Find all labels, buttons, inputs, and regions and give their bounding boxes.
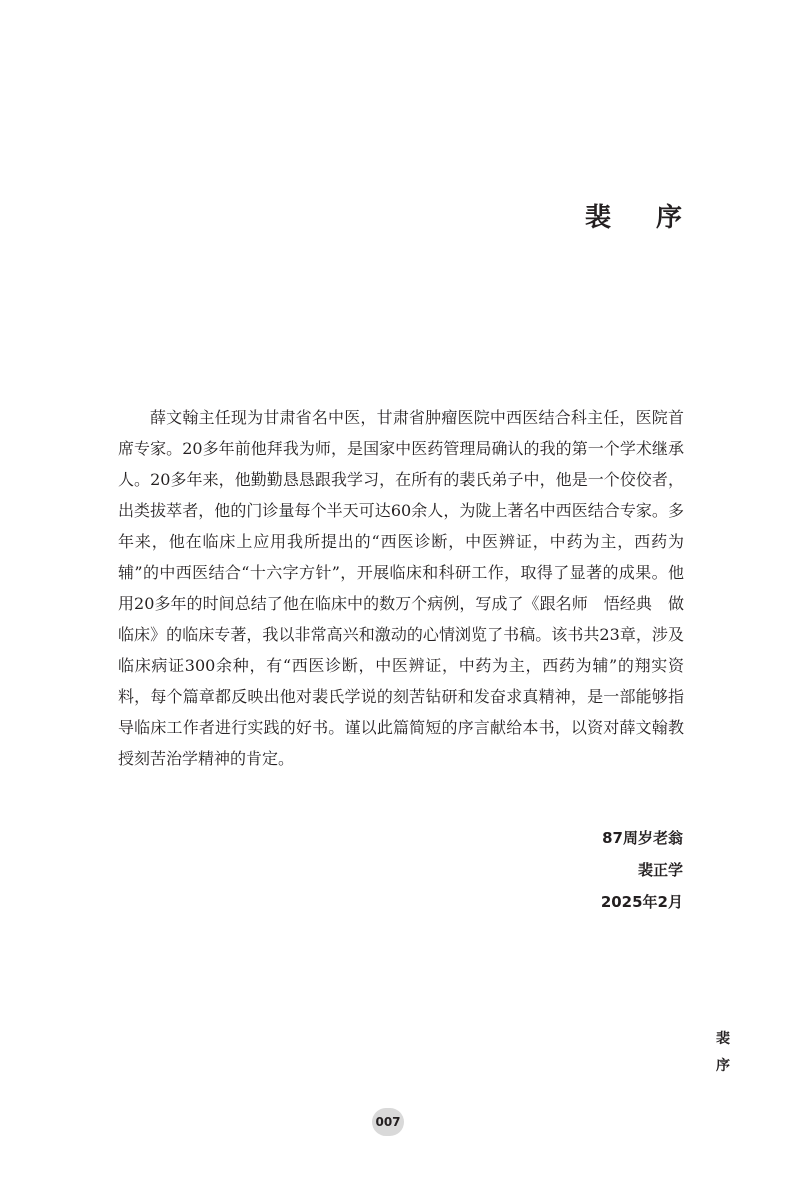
preface-body (118, 402, 684, 774)
page-title: 裴 序 (584, 203, 700, 233)
side-tab-char-2: 序 (716, 1058, 730, 1074)
signature-date: 2025年2月 (600, 893, 683, 911)
page-number-badge: 007 (372, 1108, 404, 1136)
side-tab-char-1: 裴 (716, 1031, 730, 1047)
signature-block (601, 822, 683, 918)
side-section-tab (713, 1026, 733, 1080)
signature-age: 87周岁老翁 (602, 829, 683, 847)
preface-paragraph: 薛文翰主任现为甘肃省名中医，甘肃省肿瘤医院中西医结合科主任，医院首席专家。20多年前他拜我为师，是国家中医药管理局确认的我的第一个学术继承人。20多年来，他勤勤恳恳跟我学习，在所有的裴氏弟子中，他是一个佼佼者，出类拔萃者，他的门诊量每个半天可达60余人，为陇上著名中西医结合专家。多年来，他在临床上应用我所提出的“西医诊断，中医辨证，中药为主，西药为辅”的中西医结合“十六字方针”，开展临床和科研工作，取得了显著的成果。他用20多年的时间总结了他在临床中的数万个病例，写成了《跟名师 悟经典 做临床》的临床专著，我以非常高兴和激动的心情浏览了书稿。该书共23章，涉及临床病证300余种，有“西医诊断，中医辨证，中药为主，西药为辅”的翔实资料，每个篇章都反映出他对裴氏学说的刻苦钻研和发奋求真精神，是一部能够指导临床工作者进行实践的好书。谨以此篇简短的序言献给本书，以资对薛文翰教授刻苦治学精神的肯定。 (118, 408, 684, 768)
signature-name: 裴正学 (637, 861, 683, 879)
